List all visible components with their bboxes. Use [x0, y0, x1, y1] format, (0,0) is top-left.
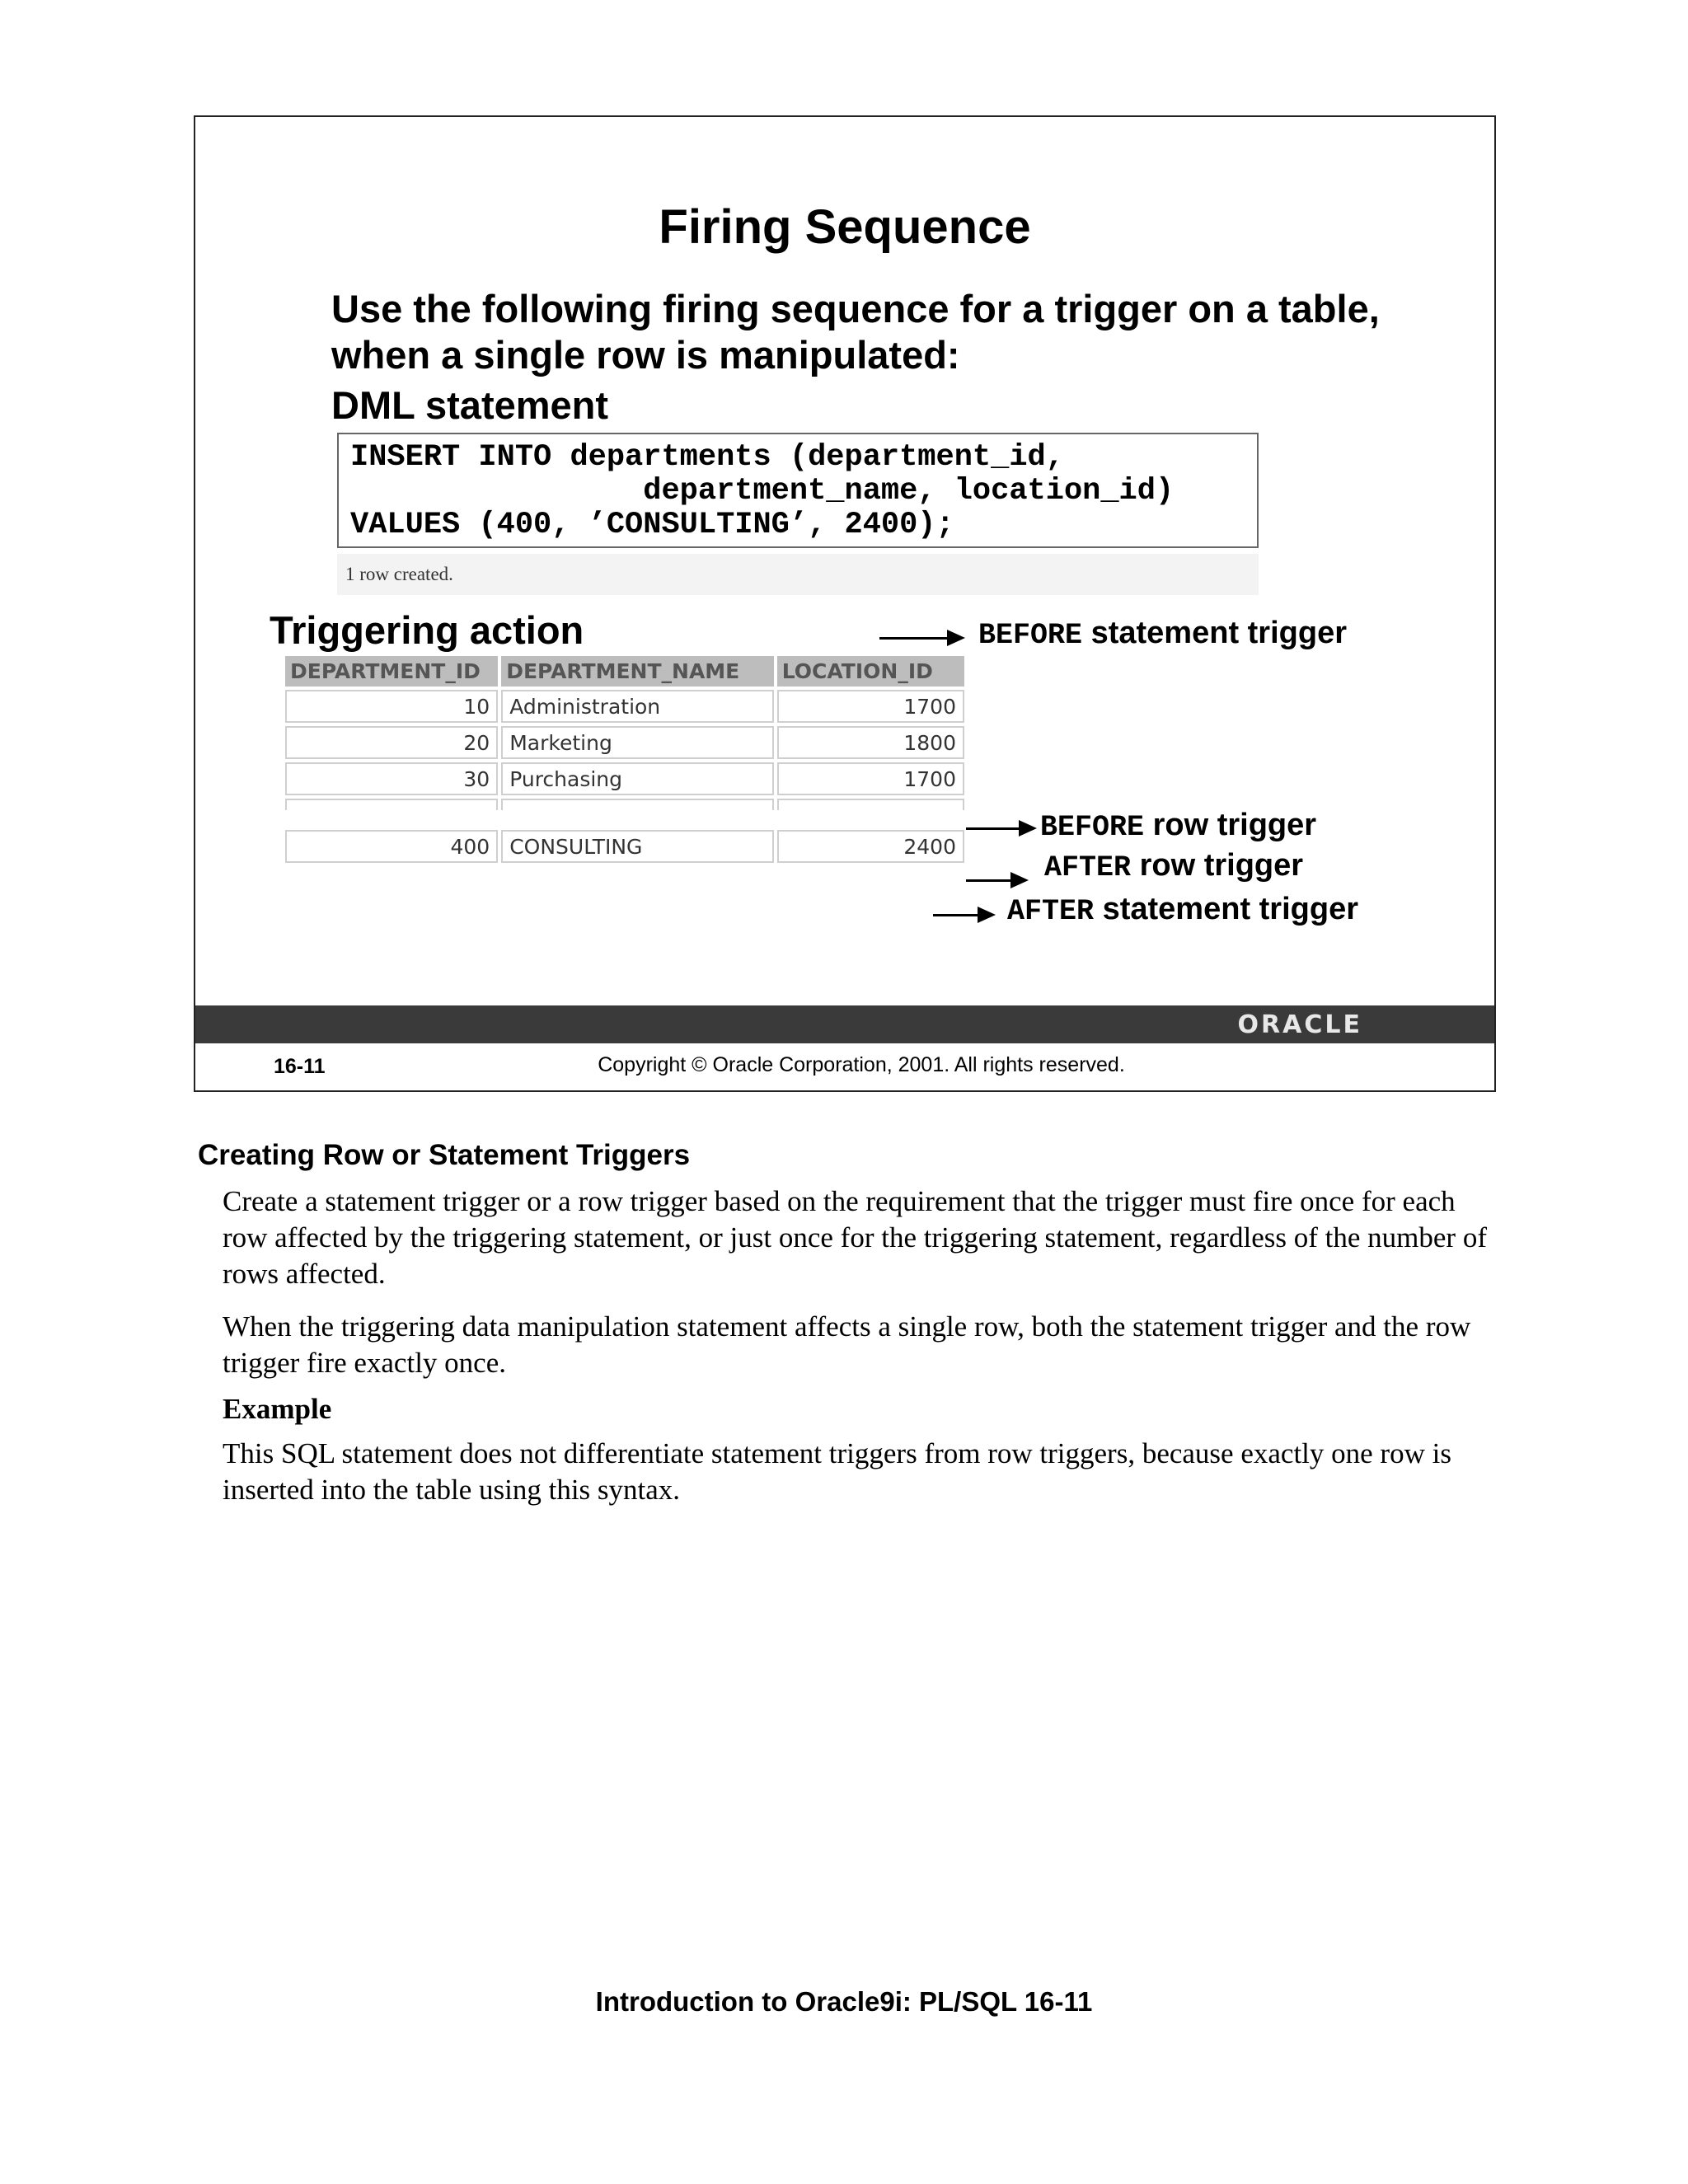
table-cell: 30 — [285, 762, 498, 795]
body-paragraph: This SQL statement does not differentiate statement triggers from row triggers, because exactly one row is inserted into the table using this syntax. — [223, 1437, 1451, 1506]
table-row — [285, 726, 964, 759]
column-header: DEPARTMENT_ID — [285, 656, 498, 687]
table-cell: Marketing — [501, 726, 774, 759]
trigger-label-after-statement — [1007, 892, 1358, 928]
body-paragraph: Create a statement trigger or a row trigger based on the requirement that the trigger must fire once for each row affected by the triggering statement, or just once for the triggering statement, regardless of the number of rows affected. — [223, 1185, 1487, 1290]
arrow-icon — [966, 827, 1034, 830]
table-gap — [285, 813, 964, 827]
trigger-label-before-row — [1040, 808, 1316, 844]
slide-intro: Use the following firing sequence for a trigger on a table, when a single row is manipulated: — [331, 287, 1380, 377]
trigger-keyword: AFTER — [1007, 895, 1095, 928]
dml-statement-label: DML statement — [331, 383, 609, 427]
slide-title: Firing Sequence — [659, 200, 1031, 254]
oracle-logo: ORACLE — [1237, 1010, 1362, 1039]
trigger-text: statement trigger — [1090, 616, 1347, 650]
table-cell: 2400 — [777, 830, 964, 863]
section-heading: Creating Row or Statement Triggers — [198, 1139, 691, 1171]
trigger-text: row trigger — [1152, 808, 1317, 842]
slide-number: 16-11 — [274, 1055, 326, 1078]
triggering-action-label: Triggering action — [270, 608, 584, 652]
trigger-keyword: BEFORE — [978, 619, 1083, 652]
page-footer: Introduction to Oracle9i: PL/SQL 16-11 — [595, 1986, 1093, 2017]
arrow-icon — [966, 879, 1025, 882]
trigger-keyword: AFTER — [1044, 851, 1132, 884]
column-header: DEPARTMENT_NAME — [501, 656, 774, 687]
copyright-text: Copyright © Oracle Corporation, 2001. All rights reserved. — [598, 1053, 1125, 1076]
table-cell: 1800 — [777, 726, 964, 759]
rows-created-message: 1 row created. — [337, 554, 1259, 595]
sql-code-box — [337, 433, 1259, 548]
table-cell: CONSULTING — [501, 830, 774, 863]
truncated-row — [285, 799, 964, 810]
table-cell: 10 — [285, 690, 498, 723]
table-cell: 1700 — [777, 690, 964, 723]
table-cell: 1700 — [777, 762, 964, 795]
departments-table — [282, 653, 968, 866]
slide — [194, 115, 1496, 1092]
slide-footer-bar — [195, 1005, 1494, 1043]
table-cell: 20 — [285, 726, 498, 759]
trigger-keyword: BEFORE — [1040, 811, 1145, 844]
body-paragraph: When the triggering data manipulation statement affects a single row, both the statement trigger and the row trigger fire exactly once. — [223, 1310, 1471, 1379]
table-cell: 400 — [285, 830, 498, 863]
column-header: LOCATION_ID — [777, 656, 964, 687]
table-cell: Purchasing — [501, 762, 774, 795]
code-line: department_name, location_id) — [350, 474, 1175, 509]
table-header-row — [285, 656, 964, 687]
example-heading: Example — [223, 1393, 332, 1425]
trigger-label-after-row — [1044, 848, 1303, 884]
new-table-row — [285, 830, 964, 863]
trigger-text: statement trigger — [1102, 892, 1358, 926]
code-line: VALUES (400, ’CONSULTING’, 2400); — [350, 508, 954, 542]
code-line: INSERT INTO departments (department_id, — [350, 440, 1064, 475]
table-cell: Administration — [501, 690, 774, 723]
trigger-label-before-statement — [978, 616, 1347, 652]
table-row — [285, 762, 964, 795]
arrow-icon — [879, 637, 962, 640]
table-row — [285, 690, 964, 723]
arrow-icon — [933, 914, 992, 916]
trigger-text: row trigger — [1139, 848, 1304, 883]
